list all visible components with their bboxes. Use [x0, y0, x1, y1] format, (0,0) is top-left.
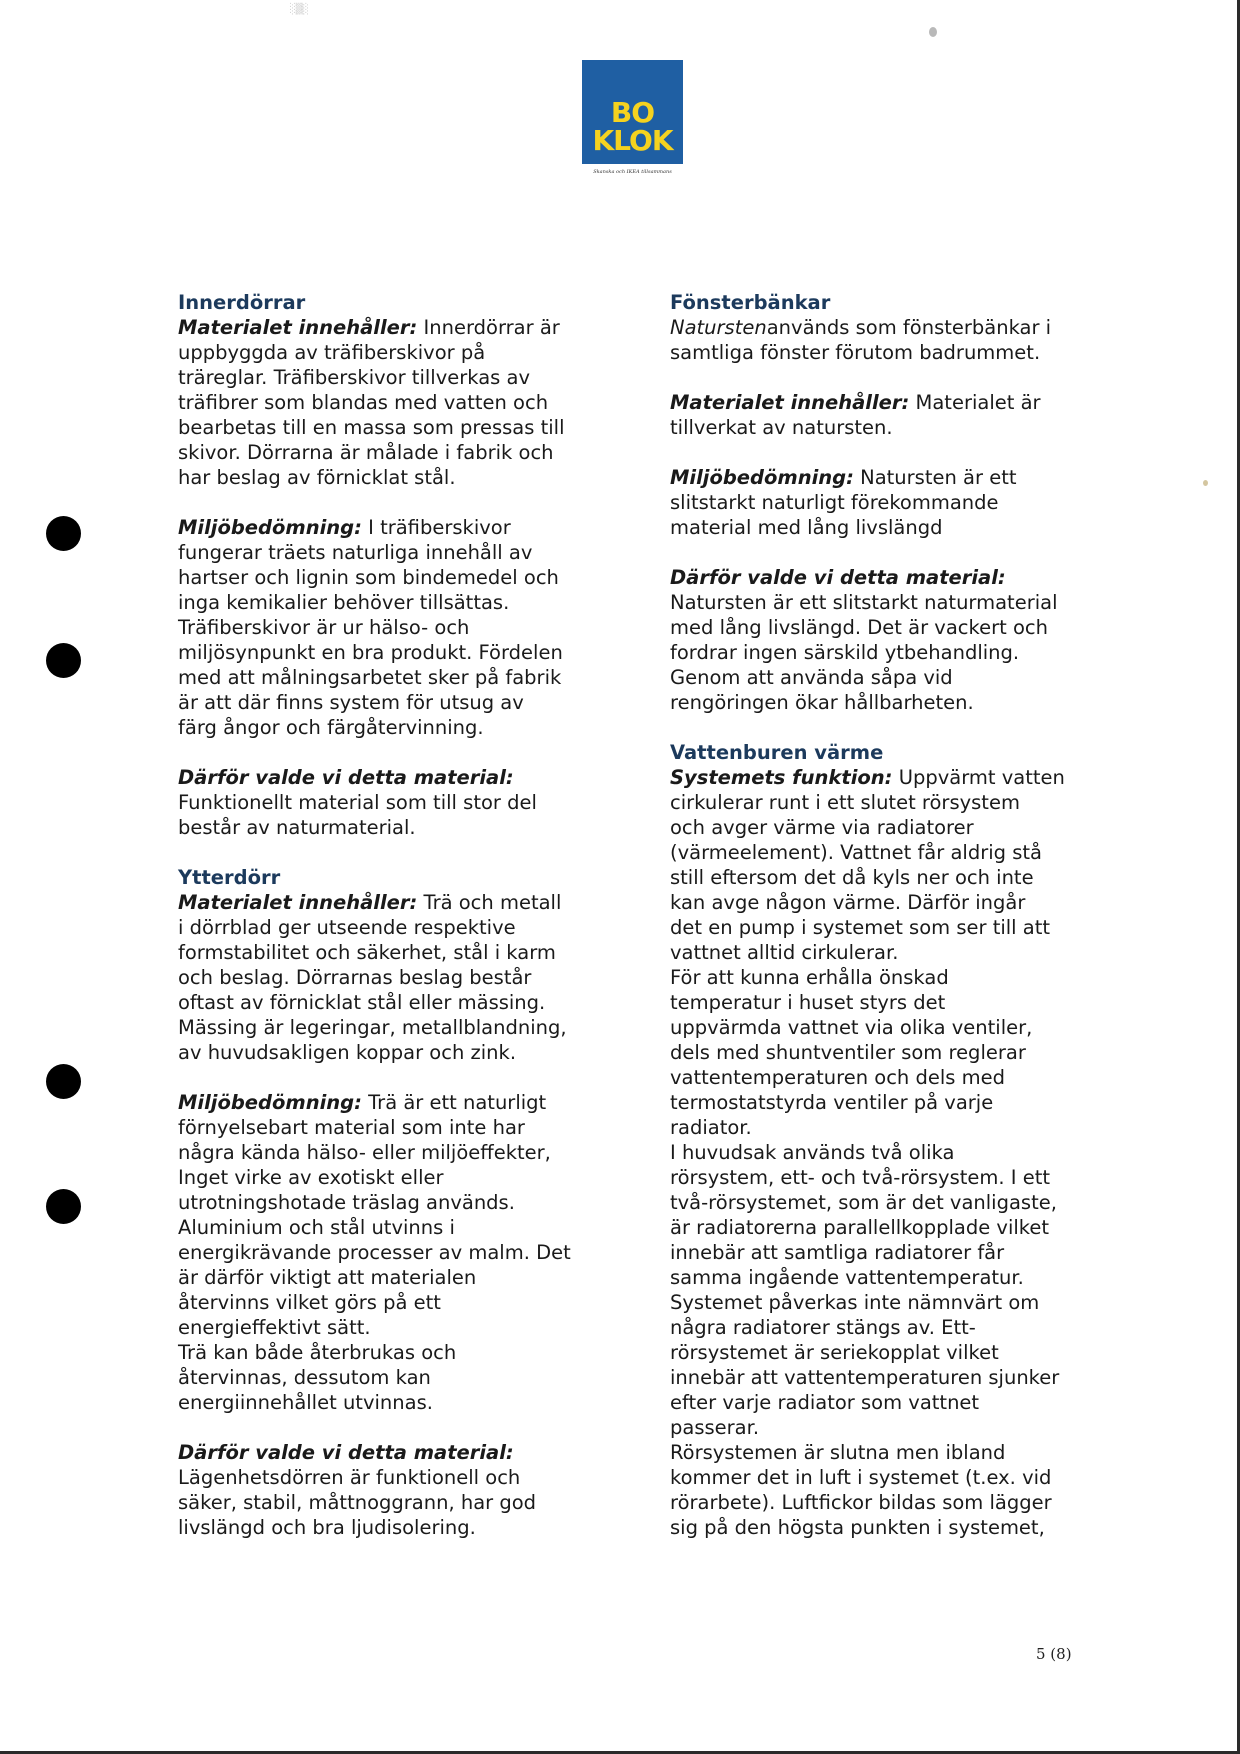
- punch-hole: [46, 1189, 81, 1224]
- paragraph-darfor: [670, 565, 1090, 715]
- miljo-label: Miljöbedömning:: [178, 516, 362, 539]
- material-label: Materialet innehåller:: [178, 316, 418, 339]
- logo-text-top: BO: [610, 96, 655, 129]
- section-ytterdorr: [178, 865, 598, 1065]
- section-fonsterbankar-miljo: [670, 465, 1090, 540]
- section-innerdorrar-darfor: [178, 765, 598, 840]
- system-text: Uppvärmt vatten cirkulerar runt i ett slutet rörsystem och avger värme via radiatorer (värmeelement). Vattnet får aldrig stå still eftersom det då kyls ner och inte kan avge någon värme. Därför ingår det en pump i systemet som ser till att vattnet alltid cirkulerar. För att kunna erhålla önskad temperatur i huset styrs det uppvärmda vattnet via olika ventiler, dels med shuntventiler som reglerar vattentemperaturen och dels med termostatstyrda ventiler på varje radiator. I huvudsak används två olika rörsystem, ett- och två-rörsystem. I ett två-rörsystemet, som är det vanligaste, är radiatorerna parallellkopplade vilket innebär att samtliga radiatorer får samma ingående vattentemperatur. Systemet påverkas inte nämnvärt om några radiatorer stängs av. Ett- rörsystemet är seriekopplat vilket innebär att vattentemperaturen sjunker efter varje radiator som vattnet passerar. Rörsystemen är slutna men ibland kommer det in luft i systemet (t.ex. vid rörarbete). Luftfickor bildas som lägger sig på den högsta punkten i systemet,: [670, 766, 1065, 1539]
- miljo-label: Miljöbedömning:: [178, 1091, 362, 1114]
- section-ytterdorr-miljo: [178, 1090, 598, 1415]
- material-label: Materialet innehåller:: [670, 391, 910, 414]
- darfor-label: Därför valde vi detta material:: [178, 766, 514, 789]
- miljo-text: Natursten är ett slitstarkt naturligt förekommande material med lång livslängd: [670, 466, 1017, 539]
- intro-text: används som fönsterbänkar i samtliga fönster förutom badrummet.: [670, 316, 1052, 364]
- punch-hole: [46, 643, 81, 678]
- system-label: Systemets funktion:: [670, 766, 893, 789]
- darfor-label: Därför valde vi detta material:: [178, 1441, 514, 1464]
- miljo-label: Miljöbedömning:: [670, 466, 854, 489]
- darfor-label: Därför valde vi detta material:: [670, 566, 1006, 589]
- paragraph-miljobedomning: [178, 1090, 598, 1415]
- paragraph-miljobedomning: [178, 515, 598, 740]
- miljo-text: I träfiberskivor fungerar träets naturliga innehåll av hartser och lignin som bindemedel och inga kemikalier behöver tillsättas. Träfiberskivor är ur hälso- och miljösynpunkt en bra produkt. Fördelen med att målningsarbetet sker på fabrik är att där finns system för utsug av färg ångor och färgåtervinning.: [178, 516, 563, 739]
- section-ytterdorr-darfor: [178, 1440, 598, 1540]
- section-vattenburen-varme: [670, 740, 1090, 1540]
- material-text: Trä och metall i dörrblad ger utseende respektive formstabilitet och säkerhet, stål i karm och beslag. Dörrarnas beslag består oftast av förnicklat stål eller mässing. Mässing är legeringar, metallblandning, av huvudsakligen koppar och zink.: [178, 891, 567, 1064]
- paragraph-miljobedomning: [670, 465, 1090, 540]
- section-fonsterbankar-material: [670, 390, 1090, 440]
- section-fonsterbankar-darfor: [670, 565, 1090, 715]
- scan-smudge: ░▒░: [290, 4, 308, 15]
- paragraph-material: [178, 315, 598, 490]
- paragraph-material: [670, 390, 1090, 440]
- miljo-text: Trä är ett naturligt förnyelsebart material som inte har några kända hälso- eller miljöeffekter, Inget virke av exotiskt eller utrotningshotade träslag används. Aluminium och stål utvinns i energikrävande processer av malm. Det är därför viktigt att materialen återvinns vilket görs på ett energieffektivt sätt. Trä kan både återbrukas och återvinnas, dessutom kan energiinnehållet utvinnas.: [178, 1091, 571, 1414]
- darfor-text: Funktionellt material som till stor del består av naturmaterial.: [178, 791, 537, 839]
- logo-subtitle: Skanska och IKEA tillsammans: [593, 169, 672, 175]
- darfor-text: Lägenhetsdörren är funktionell och säker, stabil, måttnoggrann, har god livslängd och bra ljudisolering.: [178, 1466, 537, 1539]
- section-fonsterbankar: [670, 290, 1090, 365]
- paragraph-material: [178, 890, 598, 1065]
- boklok-logo: [582, 60, 683, 164]
- paragraph-darfor: [178, 1440, 598, 1540]
- scan-speck: [929, 27, 937, 37]
- punch-hole: [46, 516, 81, 551]
- section-heading: Ytterdörr: [178, 866, 281, 889]
- right-column: [670, 290, 1090, 1565]
- logo-text-bottom: KLOK: [592, 124, 673, 157]
- intro-italic: Natursten: [670, 316, 767, 339]
- left-column: [178, 290, 598, 1565]
- section-heading: Vattenburen värme: [670, 741, 884, 764]
- material-label: Materialet innehåller:: [178, 891, 418, 914]
- paragraph-intro: [670, 315, 1090, 365]
- paragraph-systemets-funktion: [670, 765, 1090, 1540]
- scan-speck: [1203, 480, 1208, 486]
- material-text: Materialet är tillverkat av natursten.: [670, 391, 1041, 439]
- section-innerdorrar-miljo: [178, 515, 598, 740]
- section-heading: Fönsterbänkar: [670, 291, 831, 314]
- punch-hole: [46, 1064, 81, 1099]
- section-heading: Innerdörrar: [178, 291, 306, 314]
- section-innerdorrar: [178, 290, 598, 490]
- paragraph-darfor: [178, 765, 598, 840]
- material-text: Innerdörrar är uppbyggda av träfiberskivor på träreglar. Träfiberskivor tillverkas av träfibrer som blandas med vatten och bearbetas till en massa som pressas till skivor. Dörrarna är målade i fabrik och har beslag av förnicklat stål.: [178, 316, 565, 489]
- darfor-text: Natursten är ett slitstarkt naturmaterial med lång livslängd. Det är vackert och fordrar ingen särskild ytbehandling. Genom att använda såpa vid rengöringen ökar hållbarheten.: [670, 591, 1058, 714]
- page-number: 5 (8): [1036, 1645, 1072, 1663]
